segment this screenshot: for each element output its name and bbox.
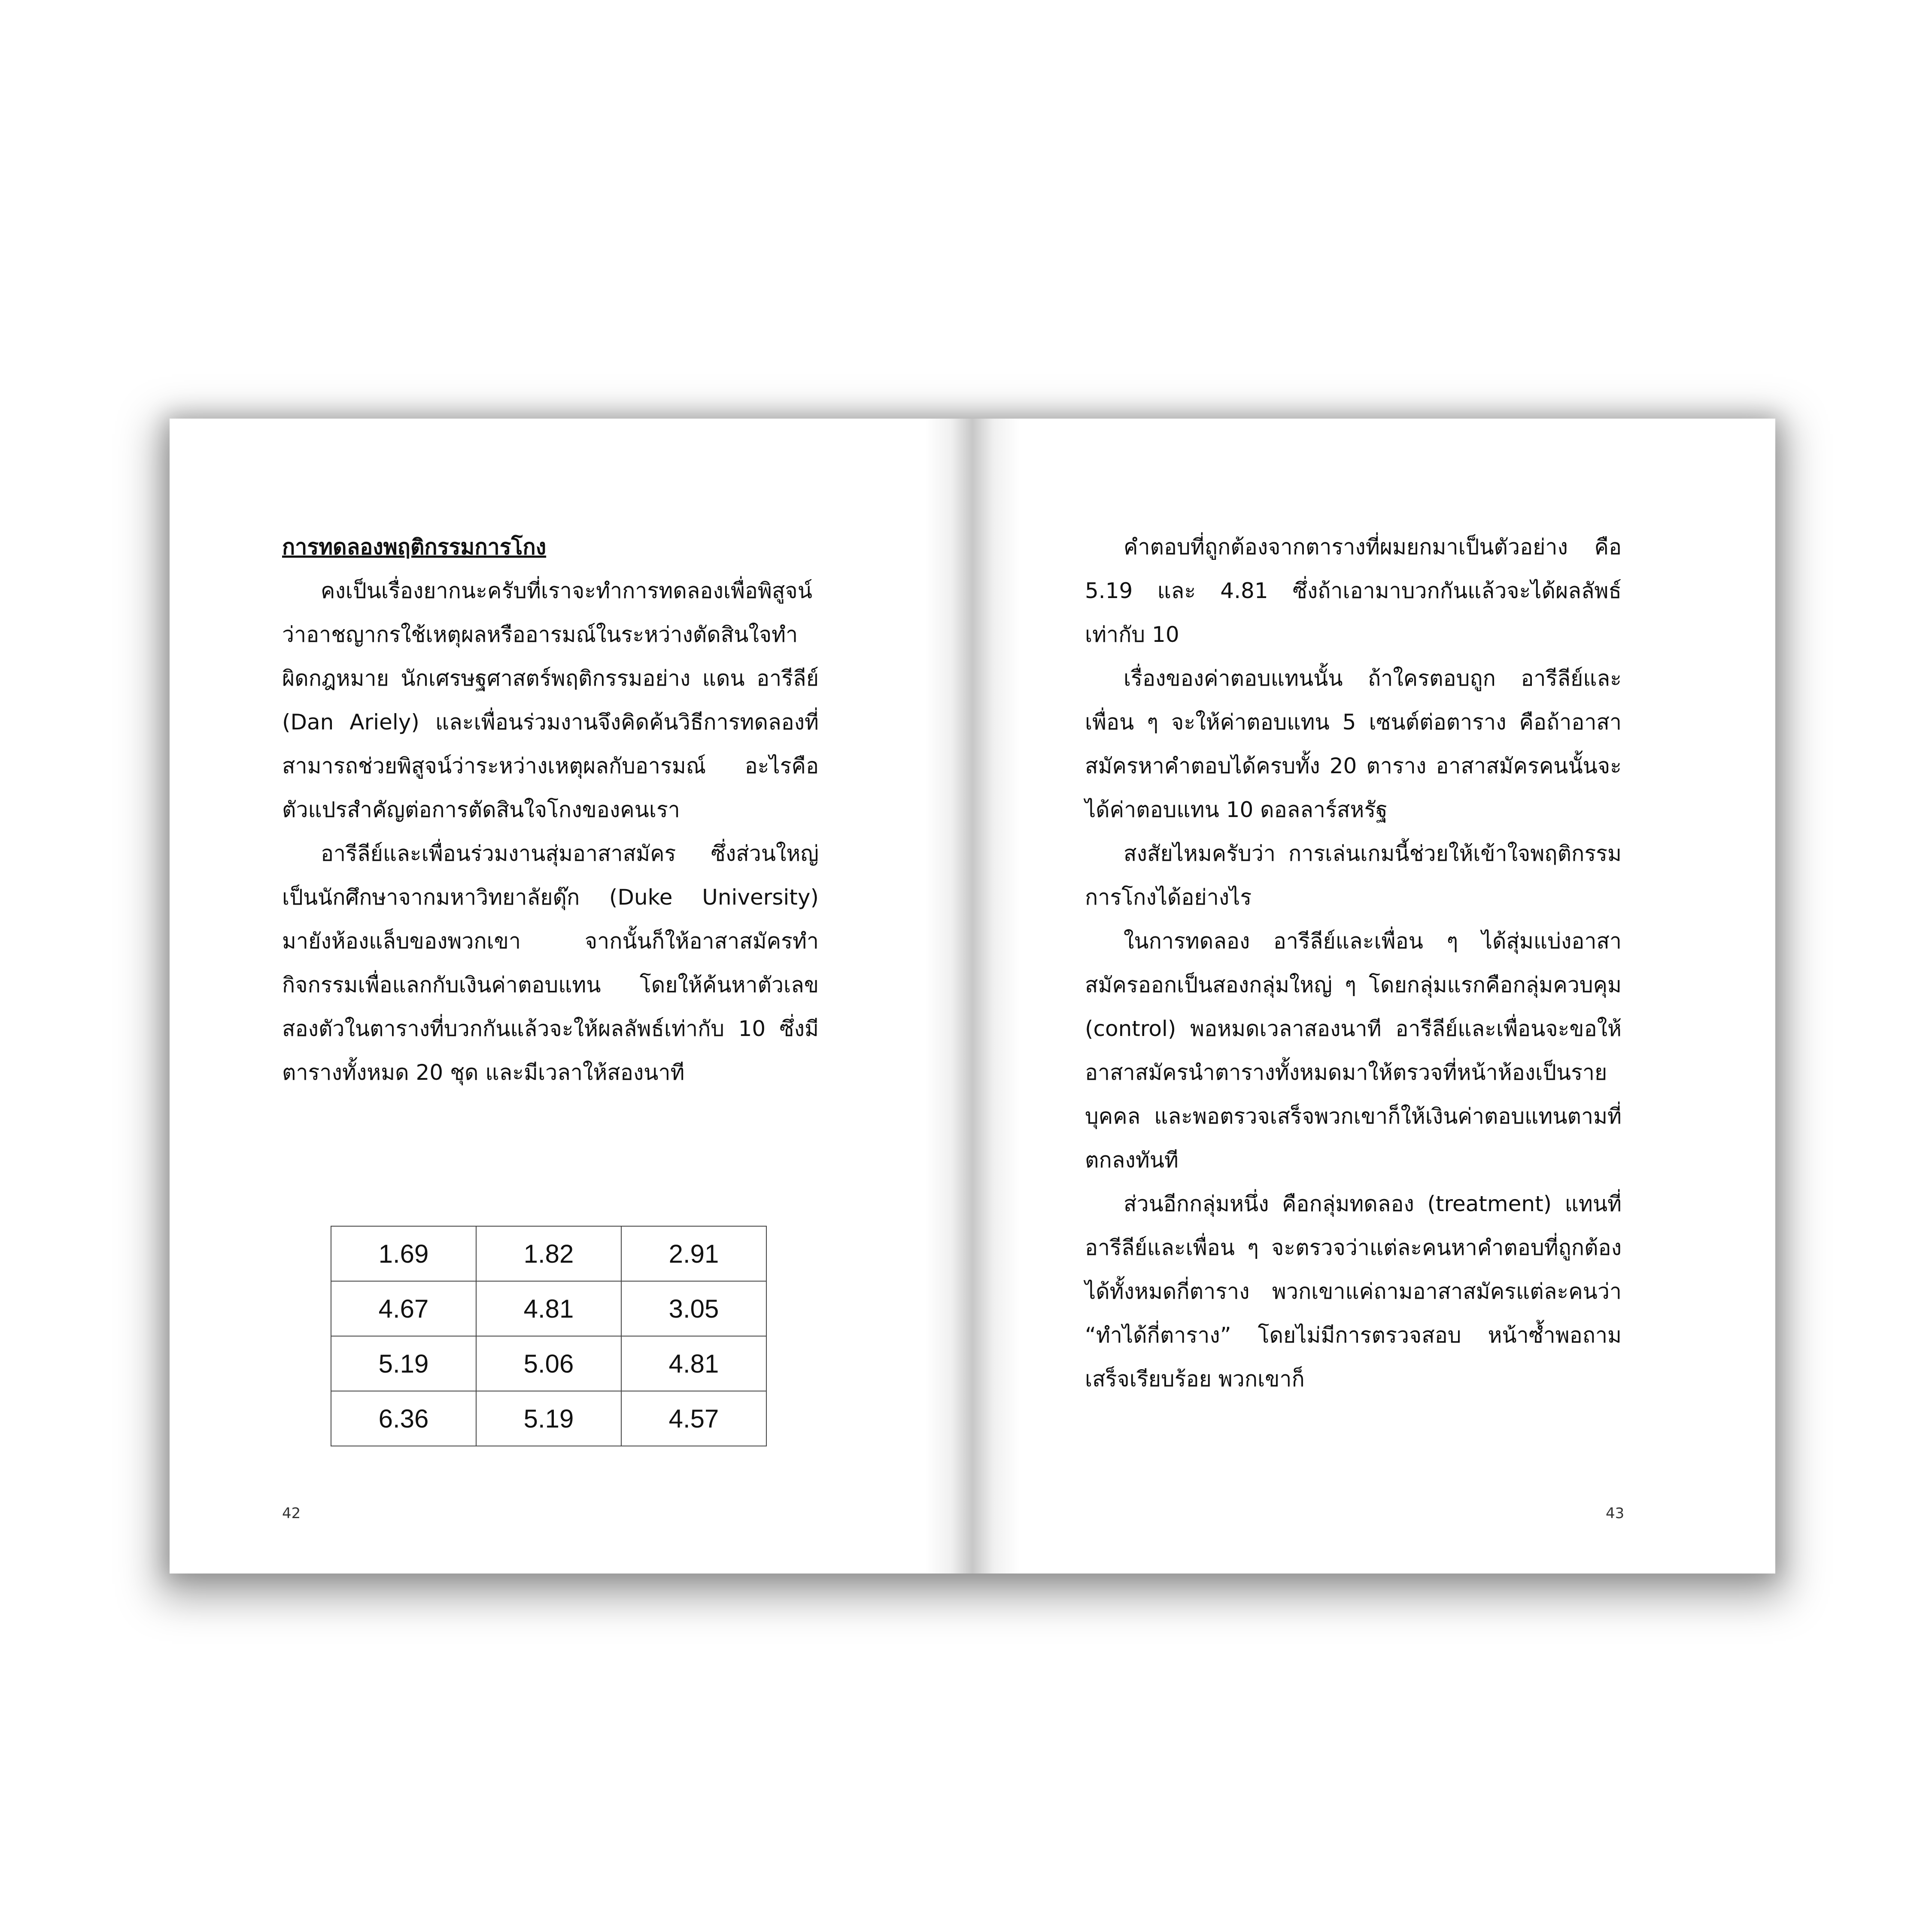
right-page-text — [1085, 525, 1622, 1401]
left-page-text — [282, 525, 819, 1094]
table-row — [331, 1336, 766, 1391]
paragraph: คงเป็นเรื่องยากนะครับที่เราจะทำการทดลองเพื่อพิสูจน์ว่าอาชญากรใช้เหตุผลหรืออารมณ์ในระหว่างตัดสินใจทำผิดกฎหมาย นักเศรษฐศาสตร์พฤติกรรมอย่าง แดน อารีลีย์ (Dan Ariely) และเพื่อนร่วมงานจึงคิดค้นวิธีการทดลองที่สามารถช่วยพิสูจน์ว่าระหว่างเหตุผลกับอารมณ์ อะไรคือตัวแปรสำคัญต่อการตัดสินใจโกงของคนเรา — [282, 578, 819, 822]
page-number: 42 — [282, 1505, 301, 1522]
paragraph: ในการทดลอง อารีลีย์และเพื่อน ๆ ได้สุ่มแบ่งอาสาสมัครออกเป็นสองกลุ่มใหญ่ ๆ โดยกลุ่มแรกคือกลุ่มควบคุม (control) พอหมดเวลาสองนาที อารีลีย์และเพื่อนจะขอให้อาสาสมัครนำตารางทั้งหมดมาให้ตรวจที่หน้าห้องเป็นรายบุคคล และพอตรวจเสร็จพวกเขาก็ให้เงินค่าตอบแทนตามที่ตกลงทันที — [1085, 929, 1622, 1173]
left-page — [170, 419, 972, 1574]
table-cell: 1.69 — [331, 1226, 476, 1281]
table-cell: 4.67 — [331, 1281, 476, 1336]
paragraph: อารีลีย์และเพื่อนร่วมงานสุ่มอาสาสมัคร ซึ่งส่วนใหญ่เป็นนักศึกษาจากมหาวิทยาลัยดุ๊ก (Duke University) มายังห้องแล็บของพวกเขา จากนั้นก็ให้อาสาสมัครทำกิจกรรมเพื่อแลกกับเงินค่าตอบแทน โดยให้ค้นหาตัวเลขสองตัวในตารางที่บวกกันแล้วจะให้ผลลัพธ์เท่ากับ 10 ซึ่งมีตารางทั้งหมด 20 ชุด และมีเวลาให้สองนาที — [282, 841, 819, 1085]
table-cell: 5.19 — [331, 1336, 476, 1391]
table-cell: 5.06 — [476, 1336, 621, 1391]
table-cell: 4.81 — [476, 1281, 621, 1336]
paragraph: เรื่องของค่าตอบแทนนั้น ถ้าใครตอบถูก อารีลีย์และเพื่อน ๆ จะให้ค่าตอบแทน 5 เซนต์ต่อตาราง คือถ้าอาสาสมัครหาคำตอบได้ครบทั้ง 20 ตาราง อาสาสมัครคนนั้นจะได้ค่าตอบแทน 10 ดอลลาร์สหรัฐ — [1085, 666, 1622, 822]
gutter-shadow-right — [972, 419, 1020, 1574]
table-cell: 2.91 — [621, 1226, 766, 1281]
section-heading: การทดลองพฤติกรรมการโกง — [282, 535, 547, 559]
gutter-shadow-left — [925, 419, 972, 1574]
table-row — [331, 1226, 766, 1281]
paragraph: คำตอบที่ถูกต้องจากตารางที่ผมยกมาเป็นตัวอย่าง คือ 5.19 และ 4.81 ซึ่งถ้าเอามาบวกกันแล้วจะได้ผลลัพธ์เท่ากับ 10 — [1085, 535, 1622, 647]
page-number: 43 — [1606, 1505, 1625, 1522]
table-cell: 6.36 — [331, 1391, 476, 1446]
number-grid-table — [331, 1226, 767, 1446]
table-cell: 4.57 — [621, 1391, 766, 1446]
open-book — [170, 419, 1775, 1574]
table-row — [331, 1281, 766, 1336]
table-cell: 4.81 — [621, 1336, 766, 1391]
right-page — [972, 419, 1775, 1574]
paragraph: สงสัยไหมครับว่า การเล่นเกมนี้ช่วยให้เข้าใจพฤติกรรมการโกงได้อย่างไร — [1085, 841, 1622, 910]
paragraph: ส่วนอีกกลุ่มหนึ่ง คือกลุ่มทดลอง (treatment) แทนที่อารีลีย์และเพื่อน ๆ จะตรวจว่าแต่ละคนหาคำตอบที่ถูกต้องได้ทั้งหมดกี่ตาราง พวกเขาแค่ถามอาสาสมัครแต่ละคนว่า “ทำได้กี่ตาราง” โดยไม่มีการตรวจสอบ หน้าซ้ำพอถามเสร็จเรียบร้อย พวกเขาก็ — [1085, 1191, 1622, 1391]
table-cell: 1.82 — [476, 1226, 621, 1281]
table-row — [331, 1391, 766, 1446]
table-cell: 5.19 — [476, 1391, 621, 1446]
table-cell: 3.05 — [621, 1281, 766, 1336]
